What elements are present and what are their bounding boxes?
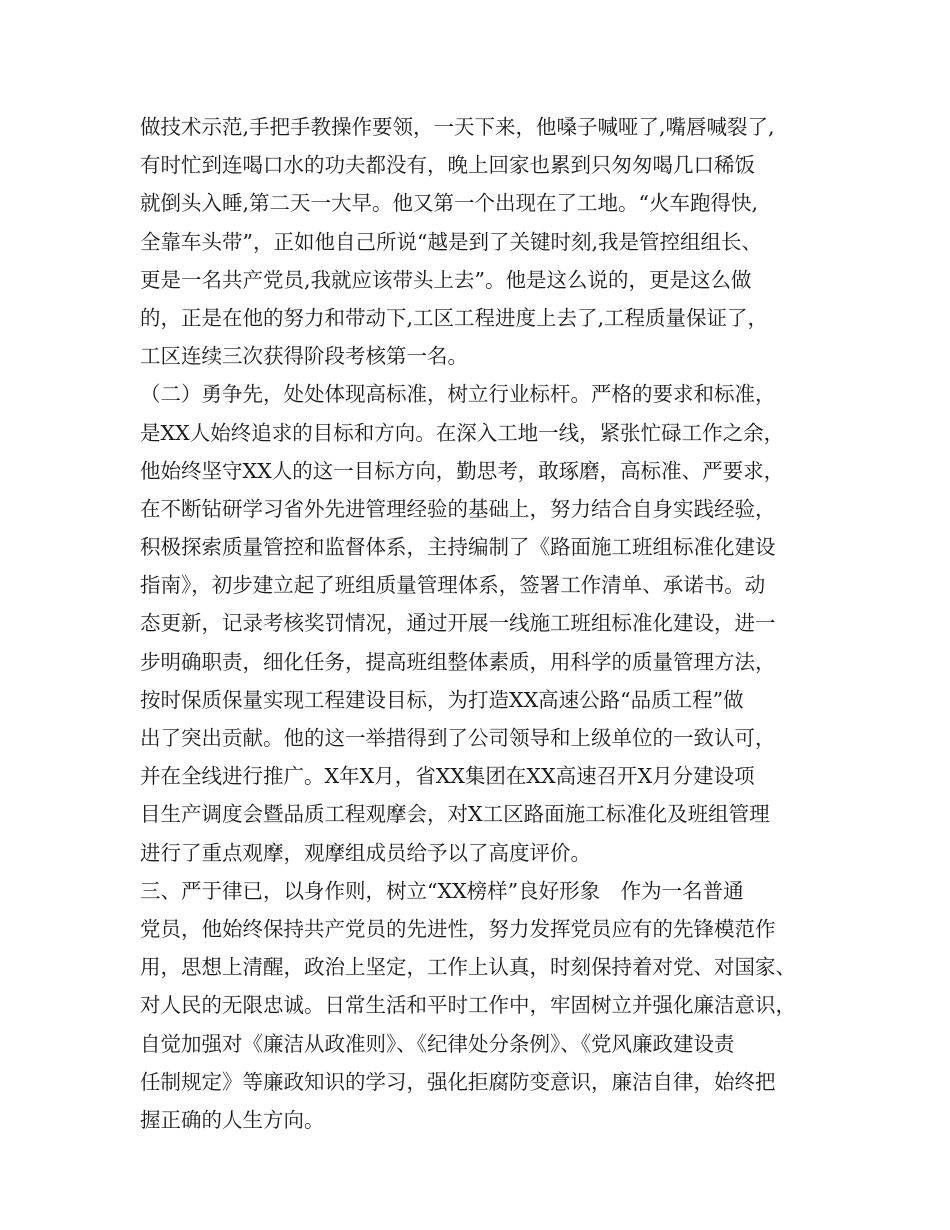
body-line: 任制规定》等廉政知识的学习，强化拒腐防变意识，廉洁自律，始终把 bbox=[140, 1069, 776, 1094]
body-line: 对人民的无限忠诚。日常生活和平时工作中，牢固树立并强化廉洁意识， bbox=[140, 993, 796, 1018]
body-line: 是XX人始终追求的目标和方向。在深入工地一线，紧张忙碌工作之余， bbox=[140, 420, 785, 445]
body-line: 做技术示范,手把手教操作要领，一天下来，他嗓子喊哑了,嘴唇喊裂了, bbox=[140, 115, 775, 139]
body-line: 目生产调度会暨品质工程观摩会，对X工区路面施工标准化及班组管理 bbox=[140, 802, 770, 827]
body-line: 就倒头入睡,第二天一大早。他又第一个出现在了工地。“火车跑得快, bbox=[140, 191, 759, 216]
body-line: 积极探索质量管控和监督体系，主持编制了《路面施工班组标准化建设 bbox=[140, 535, 776, 560]
body-line: 用，思想上清醒，政治上坚定，工作上认真，时刻保持着对党、对国家、 bbox=[140, 955, 796, 980]
body-line: 指南》，初步建立起了班组质量管理体系，签署工作清单、承诺书。动 bbox=[140, 573, 766, 598]
body-line: 全靠车头带”，正如他自己所说“越是到了关键时刻,我是管控组组长、 bbox=[140, 229, 762, 254]
body-line: 握正确的人生方向。 bbox=[140, 1107, 325, 1132]
body-line: 进行了重点观摩，观摩组成员给予以了高度评价。 bbox=[140, 840, 591, 865]
body-line: 自觉加强对《廉洁从政准则》、《纪律处分条例》、《党风廉政建设责 bbox=[140, 1031, 735, 1056]
document-body bbox=[140, 108, 830, 1139]
body-line: 更是一名共产党员,我就应该带头上去”。他是这么说的，更是这么做 bbox=[140, 267, 752, 292]
body-line: 在不断钻研学习省外先进管理经验的基础上，努力结合自身实践经验， bbox=[140, 496, 776, 521]
body-line: 出了突出贡献。他的这一举措得到了公司领导和上级单位的一致认可， bbox=[140, 726, 776, 750]
body-line: 他始终坚守XX人的这一目标方向，勤思考，敢琢磨，高标准、严要求， bbox=[140, 458, 785, 483]
body-line: 态更新，记录考核奖罚情况，通过开展一线施工班组标准化建设，进一 bbox=[140, 611, 776, 636]
body-line: 党员，他始终保持共产党员的先进性，努力发挥党员应有的先锋模范作 bbox=[140, 916, 776, 941]
body-line: 工区连续三次获得阶段考核第一名。 bbox=[140, 344, 468, 369]
body-line: 按时保质保量实现工程建设目标，为打造XX高速公路“品质工程”做 bbox=[140, 687, 744, 712]
body-line: 并在全线进行推广。X年X月，省XX集团在XX高速召开X月分建设项 bbox=[140, 764, 755, 789]
section-heading-line: （二）勇争先，处处体现高标准，树立行业标杆。严格的要求和标准， bbox=[140, 382, 776, 407]
body-line: 有时忙到连喝口水的功夫都没有，晚上回家也累到只匆匆喝几口稀饭 bbox=[140, 153, 755, 178]
body-line: 步明确职责，细化任务，提高班组整体素质，用科学的质量管理方法， bbox=[140, 649, 776, 674]
section-heading-line: 三、严于律已，以身作则，树立“XX榜样”良好形象 作为一名普通 bbox=[140, 878, 744, 903]
body-line: 的，正是在他的努力和带动下,工区工程进度上去了,工程质量保证了， bbox=[140, 305, 769, 330]
